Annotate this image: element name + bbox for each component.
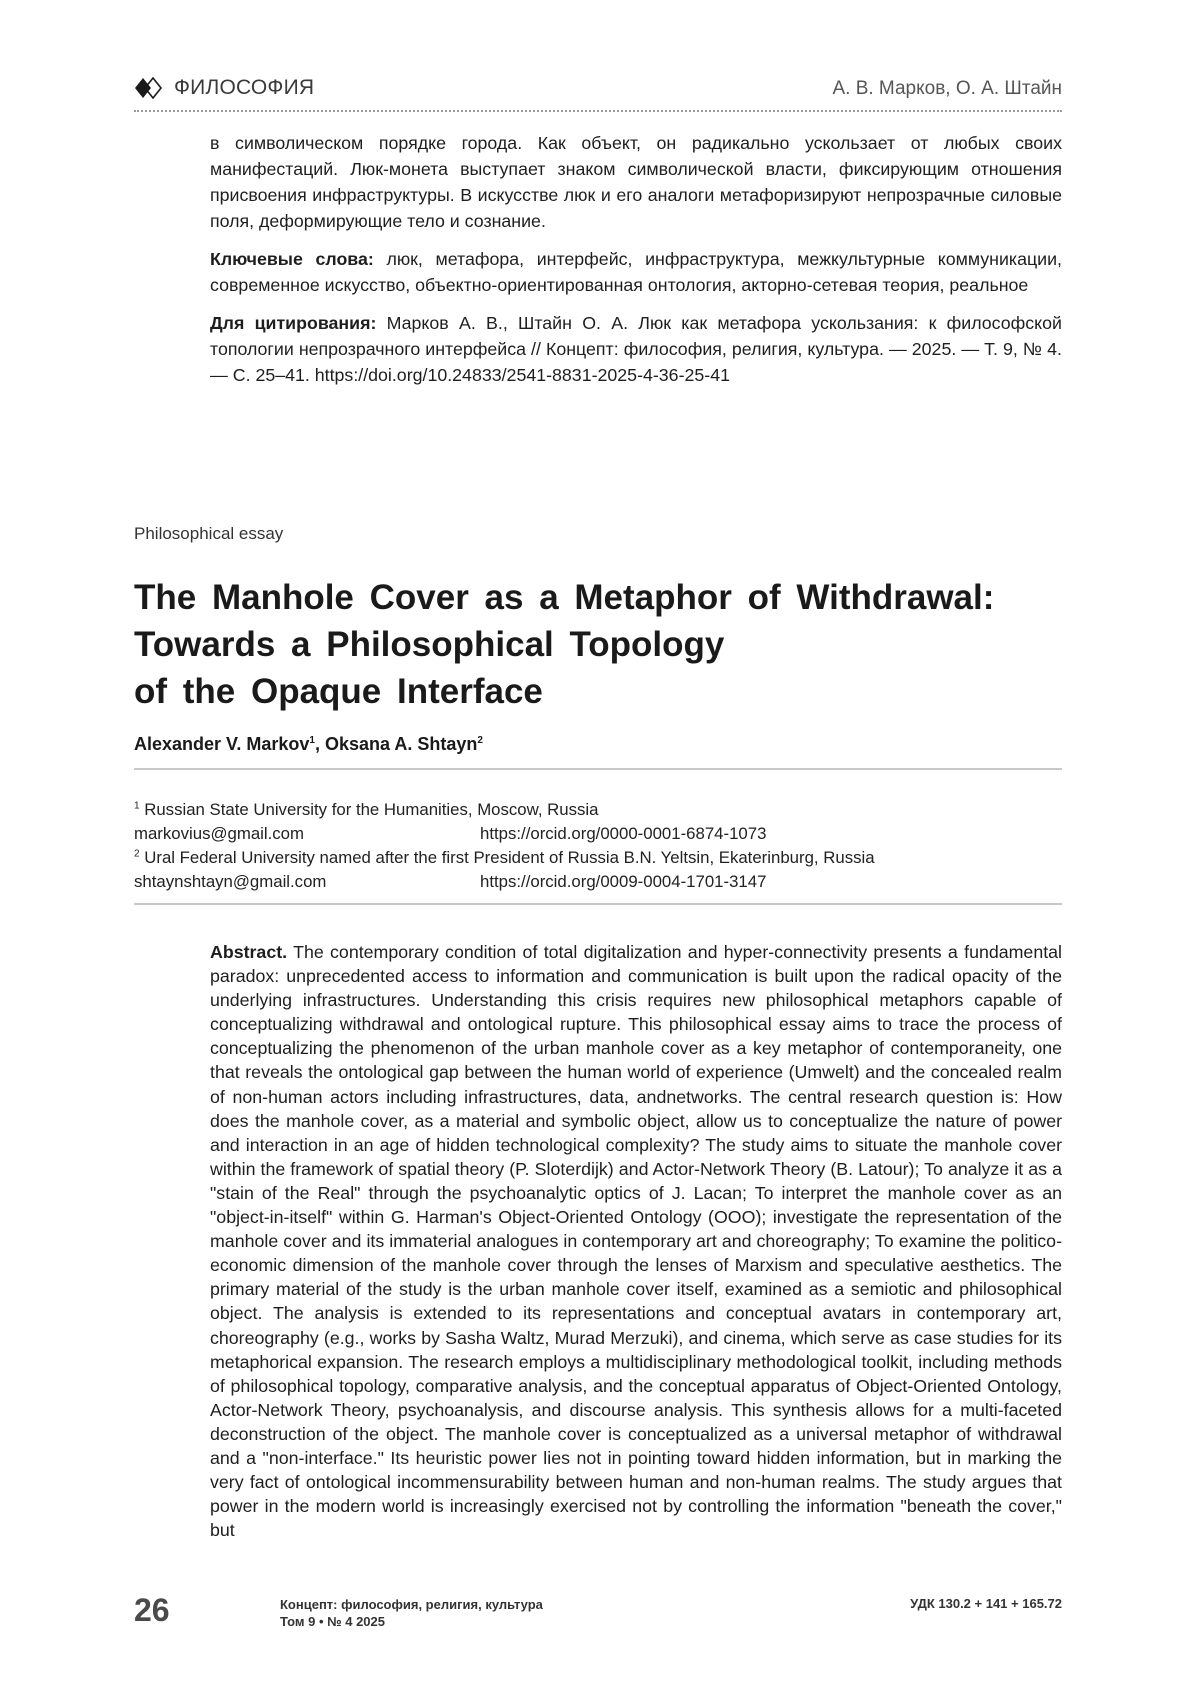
affiliation-1-institution: Russian State University for the Humanities, Moscow, Russia bbox=[144, 800, 599, 819]
author-1-sup: 1 bbox=[309, 735, 315, 746]
essay-type: Philosophical essay bbox=[134, 524, 284, 543]
affiliation-2-sup: 2 bbox=[134, 848, 140, 860]
affiliation-1 bbox=[134, 800, 1062, 820]
russian-abstract-end: в символическом порядке города. Как объект, он радикально ускользает от любых своих манифестаций. Люк-монета выступает знаком символической власти, фиксирующим отношения присвоения инфраструктуры. В искусстве люк и его аналоги метафоризируют непрозрачные силовые поля, деформирующие тело и сознание. bbox=[210, 133, 1062, 231]
abstract-label: Abstract. bbox=[210, 942, 288, 962]
citation-text: Марков А. В., Штайн О. А. Люк как метафора ускользания: к философской топологии непрозрачного интерфейса // Концепт: философия, религия, культура. — 2025. — Т. 9, № 4. — С. 25–41. https://doi.org/10.24833/2541-8831-2025-4-36-25-41 bbox=[210, 313, 1062, 385]
affiliation-1-email[interactable]: markovius@gmail.com bbox=[134, 824, 304, 843]
section-label bbox=[134, 76, 314, 100]
keywords-label: Ключевые слова: bbox=[210, 249, 374, 269]
russian-keywords bbox=[210, 246, 1062, 298]
journal-info bbox=[280, 1596, 543, 1630]
article-title bbox=[134, 574, 1064, 715]
header-divider bbox=[134, 110, 1062, 112]
author-2: Oksana A. Shtayn bbox=[325, 734, 478, 754]
title-line-1: The Manhole Cover as a Metaphor of Withdrawal: bbox=[134, 578, 995, 617]
diamond-icon bbox=[134, 77, 164, 99]
affiliations-divider bbox=[134, 903, 1062, 905]
russian-abstract-block bbox=[210, 130, 1062, 400]
authors-divider bbox=[134, 768, 1062, 770]
affiliation-1-sup: 1 bbox=[134, 800, 140, 812]
running-authors: А. В. Марков, О. А. Штайн bbox=[832, 78, 1062, 99]
section-title: ФИЛОСОФИЯ bbox=[174, 76, 315, 99]
udc-code: УДК 130.2 + 141 + 165.72 bbox=[910, 1596, 1062, 1611]
affiliation-2-orcid[interactable]: https://orcid.org/0009-0004-1701-3147 bbox=[480, 872, 767, 891]
journal-issue: Том 9 • № 4 2025 bbox=[280, 1614, 385, 1629]
citation-label: Для цитирования: bbox=[210, 313, 377, 333]
title-line-3: of the Opaque Interface bbox=[134, 672, 543, 711]
journal-name: Концепт: философия, религия, культура bbox=[280, 1597, 543, 1612]
author-2-sup: 2 bbox=[477, 735, 483, 746]
author-1: Alexander V. Markov bbox=[134, 734, 310, 754]
affiliation-2-institution: Ural Federal University named after the first President of Russia B.N. Yeltsin, Ekaterinburg, Russia bbox=[144, 848, 875, 867]
abstract-text: The contemporary condition of total digitalization and hyper-connectivity presents a fundamental paradox: unprecedented access to information and communication is built upon the radical opacity of the underlying infrastructures. Understanding this crisis requires new philosophical metaphors capable of conceptualizing withdrawal and ontological rupture. This philosophical essay aims to trace the process of conceptualizing the phenomenon of the urban manhole cover as a key metaphor of contemporaneity, one that reveals the ontological gap between the human world of experience (Umwelt) and the concealed realm of non-human actors including infrastructures, data, andnetworks. The central research question is: How does the manhole cover, as a material and symbolic object, allow us to conceptualize the nature of power and interaction in an age of hidden technological complexity? The study aims to situate the manhole cover within the framework of spatial theory (P. Sloterdijk) and Actor-Network Theory (B. Latour); To analyze it as a "stain of the Real" through the psychoanalytic optics of J. Lacan; To interpret the manhole cover as an "object-in-itself" within G. Harman's Object-Oriented Ontology (OOO); investigate the representation of the manhole cover and its immaterial analogues in contemporary art and choreography; To examine the politico-economic dimension of the manhole cover through the lenses of Marxism and speculative aesthetics. The primary material of the study is the urban manhole cover itself, examined as a semiotic and philosophical object. The analysis is extended to its representations and conceptual avatars in contemporary art, choreography (e.g., works by Sasha Waltz, Murad Merzuki), and cinema, which serve as case studies for its metaphorical expansion. The research employs a multidisciplinary methodological toolkit, including methods of philosophical topology, comparative analysis, and the conceptual apparatus of Object-Oriented Ontology, Actor-Network Theory, psychoanalysis, and discourse analysis. This synthesis allows for a multi-faceted deconstruction of the object. The manhole cover is conceptualized as a universal metaphor of withdrawal and a "non-interface." Its heuristic power lies not in pointing toward hidden information, but in marking the very fact of ontological incommensurability between human and non-human realms. The study argues that power in the modern world is increasingly exercised not by controlling the information "beneath the cover," but bbox=[210, 942, 1062, 1541]
english-abstract bbox=[210, 940, 1062, 1542]
keywords-text: люк, метафора, интерфейс, инфраструктура, межкультурные коммуникации, современное искусство, объектно-ориентированная онтология, акторно-сетевая теория, реальное bbox=[210, 249, 1062, 295]
affiliation-2-contacts bbox=[134, 872, 1062, 892]
affiliation-2-email[interactable]: shtaynshtayn@gmail.com bbox=[134, 872, 327, 891]
affiliation-1-orcid[interactable]: https://orcid.org/0000-0001-6874-1073 bbox=[480, 824, 767, 843]
page-number: 26 bbox=[134, 1592, 170, 1628]
author-list: Alexander V. Markov$^1$, Oksana A. Shtayn$^2$ bbox=[134, 734, 483, 754]
title-line-2: Towards a Philosophical Topology bbox=[134, 625, 725, 664]
affiliation-2 bbox=[134, 848, 1062, 868]
running-header bbox=[134, 72, 1062, 112]
russian-citation bbox=[210, 310, 1062, 388]
affiliation-1-contacts bbox=[134, 824, 1062, 844]
